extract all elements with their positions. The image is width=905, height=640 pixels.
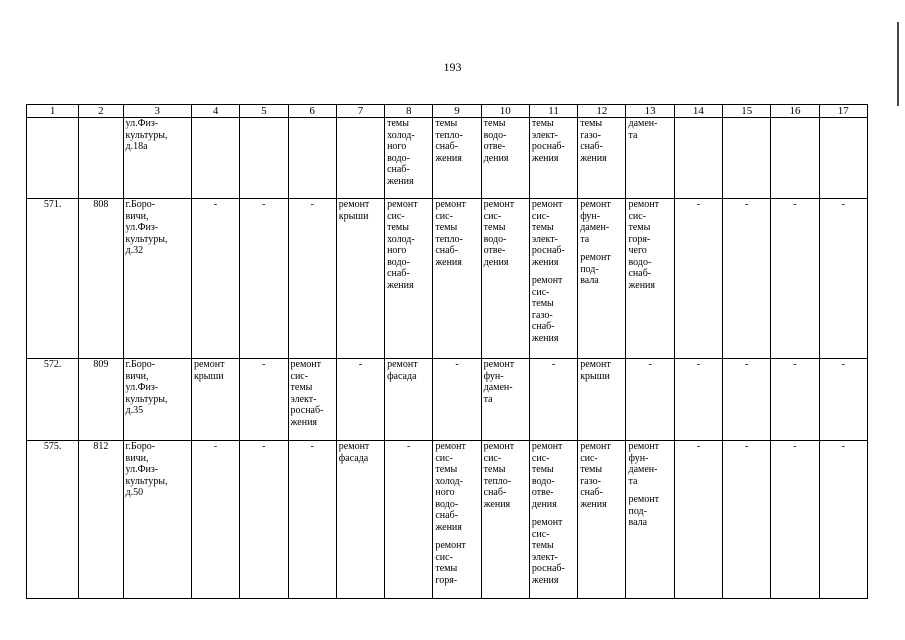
table-cell: ремонт фасада <box>336 441 384 599</box>
table-cell: - <box>191 441 239 599</box>
table-cell: - <box>771 359 819 441</box>
table-cell: - <box>819 441 867 599</box>
table-cell: ремонт фун- дамен- та <box>481 359 529 441</box>
header-cell: 13 <box>626 105 674 118</box>
table-cell: - <box>240 441 288 599</box>
table-cell: темы элект- роснаб- жения <box>529 118 577 199</box>
table-cell: - <box>674 199 722 359</box>
cell-entry: ремонт под- вала <box>580 252 611 286</box>
table-cell <box>191 118 239 199</box>
table-cell: - <box>674 359 722 441</box>
table-cell <box>336 118 384 199</box>
header-cell: 4 <box>191 105 239 118</box>
table-cell: ремонт сис- темы газо- снаб- жения <box>578 441 626 599</box>
table-cell: - <box>674 441 722 599</box>
table-cell: ремонт сис- темы элект- роснаб- жения <box>288 359 336 441</box>
address-cell: г.Боро- вичи, ул.Физ- культуры, д.35 <box>123 359 191 441</box>
table-cell: ремонт сис- темы тепло- снаб- жения <box>481 441 529 599</box>
header-row <box>27 105 868 118</box>
header-cell: 5 <box>240 105 288 118</box>
table-cell: - <box>723 359 771 441</box>
table-cell: - <box>433 359 481 441</box>
table-cell: темы тепло- снаб- жения <box>433 118 481 199</box>
table-cell <box>771 118 819 199</box>
table-cell: ремонт сис- темы тепло- снаб- жения <box>433 199 481 359</box>
cell-entry: ремонт сис- темы элект- роснаб- жения <box>531 517 565 586</box>
table-cell: - <box>529 359 577 441</box>
table-cell: ремонт крыши <box>578 359 626 441</box>
table-cell: - <box>723 199 771 359</box>
header-cell: 16 <box>771 105 819 118</box>
table-cell: ремонт сис- темы горя- чего водо- снаб- жения <box>626 199 674 359</box>
header-cell: 9 <box>433 105 481 118</box>
cell-entry: ремонт сис- темы газо- снаб- жения <box>531 275 563 344</box>
table-cell: - <box>771 441 819 599</box>
table-cell: темы холод- ного водо- снаб- жения <box>385 118 433 199</box>
object-id-cell: 808 <box>79 199 123 359</box>
cell-entry: ремонт под- вала <box>628 494 659 528</box>
table-row <box>27 118 868 199</box>
header-cell: 3 <box>123 105 191 118</box>
header-cell: 10 <box>481 105 529 118</box>
table-cell <box>626 441 674 599</box>
table-cell: - <box>240 199 288 359</box>
table-cell: - <box>288 199 336 359</box>
table-cell: - <box>191 199 239 359</box>
header-cell: 15 <box>723 105 771 118</box>
cell-entry: ремонт сис- темы элект- роснаб- жения <box>531 199 565 268</box>
page-number: 193 <box>443 60 462 74</box>
table-cell: ремонт фасада <box>385 359 433 441</box>
header-cell: 6 <box>288 105 336 118</box>
table-cell: ремонт крыши <box>191 359 239 441</box>
table-cell: - <box>819 359 867 441</box>
table-cell: - <box>819 199 867 359</box>
row-number-cell: 571. <box>27 199 79 359</box>
table-cell <box>529 199 577 359</box>
table-cell: - <box>723 441 771 599</box>
table-cell <box>674 118 722 199</box>
table-cell: ремонт сис- темы холод- ного водо- снаб- жения <box>385 199 433 359</box>
header-cell: 14 <box>674 105 722 118</box>
table-cell: - <box>240 359 288 441</box>
cell-entry: ремонт сис- темы водо- отве- дения <box>531 441 563 510</box>
header-cell: 2 <box>79 105 123 118</box>
table-cell: темы водо- отве- дения <box>481 118 529 199</box>
object-id-cell: 809 <box>79 359 123 441</box>
table-row <box>27 199 868 359</box>
table-cell: темы газо- снаб- жения <box>578 118 626 199</box>
repair-schedule-table <box>26 104 868 599</box>
table-cell <box>240 118 288 199</box>
table-cell <box>578 199 626 359</box>
table-cell <box>288 118 336 199</box>
object-id-cell: 812 <box>79 441 123 599</box>
cell-entry: ремонт фун- дамен- та <box>580 199 611 245</box>
table-cell <box>819 118 867 199</box>
cell-entry: ремонт сис- темы холод- ного водо- снаб- жения <box>435 441 466 533</box>
table-cell: - <box>771 199 819 359</box>
row-number-cell: 575. <box>27 441 79 599</box>
table-cell: - <box>626 359 674 441</box>
cell-entry: ремонт фун- дамен- та <box>628 441 659 487</box>
table-cell: - <box>385 441 433 599</box>
header-cell: 11 <box>529 105 577 118</box>
object-id-cell <box>79 118 123 199</box>
row-number-cell <box>27 118 79 199</box>
header-cell: 17 <box>819 105 867 118</box>
table-cell <box>723 118 771 199</box>
table-row <box>27 441 868 599</box>
cell-entry: ремонт сис- темы горя- <box>435 540 466 586</box>
header-cell: 8 <box>385 105 433 118</box>
row-number-cell: 572. <box>27 359 79 441</box>
header-cell: 1 <box>27 105 79 118</box>
address-cell: ул.Физ- культуры, д.18а <box>123 118 191 199</box>
table-cell: дамен- та <box>626 118 674 199</box>
header-cell: 7 <box>336 105 384 118</box>
table-cell <box>529 441 577 599</box>
address-cell: г.Боро- вичи, ул.Физ- культуры, д.50 <box>123 441 191 599</box>
table-row <box>27 359 868 441</box>
table-cell: - <box>336 359 384 441</box>
table-cell <box>433 441 481 599</box>
address-cell: г.Боро- вичи, ул.Физ- культуры, д.32 <box>123 199 191 359</box>
table-cell: ремонт сис- темы водо- отве- дения <box>481 199 529 359</box>
table-cell: ремонт крыши <box>336 199 384 359</box>
header-cell: 12 <box>578 105 626 118</box>
table-cell: - <box>288 441 336 599</box>
